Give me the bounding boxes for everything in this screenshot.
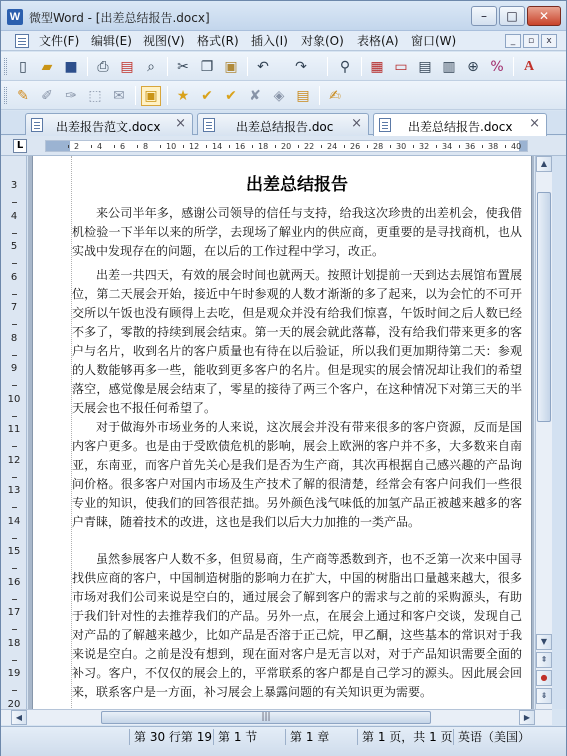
scroll-left-button[interactable]: ◀: [11, 710, 27, 725]
ruler-number: 6: [120, 142, 126, 151]
toolbar-separator: [167, 57, 168, 76]
ruler-tick: [298, 145, 299, 148]
columns-icon[interactable]: ▥: [442, 59, 456, 75]
open-folder-icon[interactable]: ▰: [41, 59, 53, 75]
review-toolbar: [1, 81, 566, 110]
vertical-ruler-number: 18: [7, 637, 21, 649]
window-title: 微型Word - [出差总结报告.docx]: [29, 11, 210, 25]
ruler-number: 14: [212, 142, 223, 151]
title-bar[interactable]: [1, 1, 566, 31]
document-tab-bar: [1, 111, 566, 135]
new-document-icon[interactable]: ▯: [19, 59, 27, 75]
ruler-tick: [206, 145, 207, 148]
vertical-ruler-number: 14: [7, 515, 21, 527]
ruler-tick: [91, 145, 92, 148]
toolbar-separator: [361, 57, 362, 76]
toolbar-separator: [513, 57, 514, 76]
toolbar-separator: [167, 86, 168, 105]
paragraph[interactable]: 虽然参展客户人数不多，但贸易商，生产商等悉数到齐，也不乏第一次来中国寻找供应商的客户，中国制造树脂的影响力在扩大，中国的树脂出口量越来越大，很多市场对我们公司来说是空白的，通过展会了解到客户的需求与之前的采购源头，有助于我们针对性的去推荐我们的产品。另外一点，在展会上通过和客户交谈，发现自己对产品的了解越来越少，比如产品是否溶于正己烷，甲乙酮，这些基本的常识对于我来说是空白。之前是没有想到，现在面对客户是无言以对，对于产品知识需要全面的补习。客户，不仅仅的展会上的，平常联系的客户都是自己学习的源头。因此展会回来，联系客户是一方面，补习展会上暴露问题的有关知识更为需要。: [72, 552, 522, 699]
ruler-tick: [160, 145, 161, 148]
eraser-icon[interactable]: ✑: [65, 88, 77, 104]
vertical-ruler-number: 6: [10, 271, 18, 283]
ruler-number: 34: [442, 142, 453, 151]
vertical-ruler-number: 13: [7, 485, 21, 496]
copy-icon[interactable]: ❐: [200, 59, 214, 75]
ruler-number: 22: [304, 142, 315, 151]
ruler-number: 38: [488, 142, 499, 151]
document-area[interactable]: [28, 156, 534, 709]
status-section: 第 1 节: [213, 729, 257, 745]
pdf-export-icon[interactable]: ▤: [120, 59, 134, 75]
vertical-ruler-number: 7: [10, 302, 18, 313]
ruler-number: 8: [143, 142, 149, 151]
ruler-number: 40: [511, 142, 522, 151]
vertical-ruler-number: 10: [7, 393, 21, 405]
vertical-ruler-number: 9: [10, 363, 18, 374]
ruler-number: 16: [235, 142, 246, 151]
vertical-scrollbar[interactable]: [535, 156, 552, 709]
ruler-number: 36: [465, 142, 476, 151]
vertical-ruler-tick: [12, 416, 17, 417]
standard-toolbar: [1, 52, 566, 81]
toolbar-separator: [327, 57, 328, 76]
toolbar-separator: [135, 86, 136, 105]
ruler-tick: [114, 145, 115, 148]
ruler-number: 10: [166, 142, 177, 151]
vertical-ruler-number: 15: [7, 546, 21, 557]
vertical-ruler-tick: [12, 690, 17, 691]
ruler-tick: [137, 145, 138, 148]
menu-insert[interactable]: 插入(I): [251, 34, 288, 48]
select-objects-icon[interactable]: ⬚: [88, 88, 102, 104]
vertical-ruler-number: 4: [10, 210, 18, 222]
vertical-ruler-tick: [12, 324, 17, 325]
vertical-ruler-tick: [12, 538, 17, 539]
mdi-close-button[interactable]: x: [541, 34, 557, 48]
paste-icon[interactable]: ▣: [224, 59, 238, 75]
scroll-down-button[interactable]: ▼: [536, 634, 552, 650]
notes-icon[interactable]: ▤: [296, 88, 310, 104]
vertical-ruler[interactable]: [1, 156, 27, 709]
special-char-icon[interactable]: %: [490, 59, 504, 75]
ruler-strip[interactable]: [45, 140, 528, 152]
document-title[interactable]: 出差总结报告: [246, 175, 348, 195]
ruler-number: 18: [258, 142, 269, 151]
ruler-tick: [344, 145, 345, 148]
menu-edit[interactable]: 编辑(E): [91, 34, 132, 48]
vertical-ruler-number: 20: [7, 698, 21, 710]
paragraph[interactable]: 出差一共四天，有效的展会时间也就两天。按照计划提前一天到达去展馆布置展位，第二天展会开始，接近中午时参观的人数才渐渐的多了起来，以为会忙的不可开交所以午饭也没有顾得上去吃，但是观众并没有给我们惊喜，午饭时间之后人数已经不多了，零散的持续到展会结束。第一天的展会就此落幕，没有给我们带来更多的客户与名片，收到名片的客户质量也有待在以后验证，所以我们更加期待第二天：参观的人数能够再多一些，能收到更多客户的名片。但是现实的展会情况却让我们的希望落空，感觉像是展会结束了，零星的接待了两三个客户，在这种情况下对第三天的半天展会也不报任何希望了。: [72, 268, 522, 415]
menu-object[interactable]: 对象(O): [301, 34, 344, 48]
tab-document-3-active[interactable]: [373, 113, 547, 136]
status-page-count: 第 1 页，共 1 页: [357, 729, 453, 745]
left-margin-marker: [46, 141, 70, 151]
vertical-ruler-tick: [12, 477, 17, 478]
vertical-ruler-tick: [12, 385, 17, 386]
document-check-icon[interactable]: ✍: [329, 88, 341, 104]
vertical-ruler-number: 5: [10, 241, 18, 252]
paragraph[interactable]: 对于做海外市场业务的人来说，这次展会并没有带来很多的客户资源，反而是国内客户更多。也是由于受欧债危机的影响，展会上欧洲的客户并不多，大多数来自南亚，东南亚，而客户首先关心是我们是否为生产商，其次再根据自己感兴趣的产品询问价格。很多客户对国内市场及生产技术了解的很清楚，经常会有客户问我们一些很专业的知识，使我们的回答很茫拙。另外颜色浅气味低的加氢产品正被越来越多的客户青睐，随着技术的改进，这也是我们以后大力加推的一类产品。: [72, 420, 522, 529]
ruler-tick: [321, 145, 322, 148]
print-preview-icon[interactable]: ⌕: [147, 59, 155, 75]
menu-table[interactable]: 表格(A): [357, 34, 399, 48]
toolbar-separator: [87, 57, 88, 76]
accept-change-icon[interactable]: ✔: [225, 88, 237, 104]
tab-document-1[interactable]: [25, 113, 193, 135]
vertical-ruler-number: 16: [7, 576, 21, 588]
word-app-icon[interactable]: W: [7, 9, 23, 25]
edit-doc-icon[interactable]: ✎: [17, 88, 29, 104]
previous-page-button[interactable]: ⇞: [536, 652, 552, 668]
horizontal-scroll-thumb[interactable]: |||: [101, 711, 431, 724]
word-document-icon: [31, 118, 43, 132]
maximize-button[interactable]: □: [499, 6, 525, 26]
toolbar-separator: [247, 57, 248, 76]
comment-icon[interactable]: ✉: [113, 88, 125, 104]
vertical-ruler-tick: [12, 294, 17, 295]
vertical-ruler-tick: [12, 233, 17, 234]
redo-icon[interactable]: ↷: [295, 59, 307, 75]
vertical-ruler-tick: [12, 507, 17, 508]
tab-stop-selector[interactable]: L: [13, 139, 27, 153]
ruler-tick: [252, 145, 253, 148]
vertical-ruler-tick: [12, 629, 17, 630]
ruler-number: 2: [74, 142, 80, 151]
status-language[interactable]: 英语（美国）: [453, 729, 530, 745]
tab-close-icon[interactable]: ×: [529, 116, 540, 131]
status-cursor-position: 第 30 行第 19: [129, 729, 212, 745]
reject-change-icon[interactable]: ✘: [249, 88, 261, 104]
word-document-icon: [379, 118, 391, 132]
tab-close-icon[interactable]: ×: [175, 116, 186, 131]
ruler-number: 28: [373, 142, 384, 151]
menu-window[interactable]: 窗口(W): [411, 34, 457, 48]
vertical-ruler-number: 17: [7, 607, 21, 618]
edit-pen-icon[interactable]: ✐: [41, 88, 53, 104]
minimize-button[interactable]: –: [471, 6, 497, 26]
ruler-number: 4: [97, 142, 103, 151]
document-page[interactable]: [32, 156, 532, 709]
save-icon[interactable]: ■: [64, 59, 78, 75]
document-menu-icon[interactable]: [15, 34, 29, 48]
vertical-ruler-tick: [12, 202, 17, 203]
vertical-ruler-number: 11: [7, 424, 21, 435]
vertical-ruler-tick: [12, 263, 17, 264]
ruler-number: 32: [419, 142, 430, 151]
vertical-scroll-thumb[interactable]: [537, 192, 551, 422]
tab-label: 出差总结报告.docx: [408, 120, 513, 134]
scroll-right-button[interactable]: ▶: [519, 710, 535, 725]
print-icon[interactable]: ⎙: [97, 59, 109, 75]
ruler-number: 26: [350, 142, 361, 151]
ruler-tick: [390, 145, 391, 148]
horizontal-ruler[interactable]: [1, 136, 566, 156]
ruler-number: 30: [396, 142, 407, 151]
vertical-ruler-tick: [12, 660, 17, 661]
highlight-star-icon[interactable]: ★: [176, 88, 190, 104]
horizontal-scrollbar[interactable]: [1, 709, 552, 725]
mdi-restore-button[interactable]: ▫: [523, 34, 539, 48]
toolbar-grip[interactable]: [4, 87, 7, 104]
vertical-ruler-number: 3: [10, 180, 18, 191]
cut-icon[interactable]: ✂: [177, 59, 189, 75]
ruler-tick: [68, 145, 69, 148]
vertical-ruler-tick: [12, 446, 17, 447]
menu-view[interactable]: 视图(V): [143, 34, 185, 48]
tab-label: 出差报告范文.docx: [56, 120, 161, 134]
scroll-up-button[interactable]: ▲: [536, 156, 552, 172]
tab-close-icon[interactable]: ×: [351, 116, 362, 131]
ruler-number: 24: [327, 142, 338, 151]
ruler-number: 20: [281, 142, 292, 151]
menu-bar: [1, 31, 566, 51]
insert-field-icon[interactable]: ▭: [394, 59, 408, 75]
vertical-ruler-number: 8: [10, 332, 18, 344]
ruler-tick: [505, 145, 506, 148]
ruler-tick: [459, 145, 460, 148]
undo-icon[interactable]: ↶: [257, 59, 269, 75]
next-page-button[interactable]: ⇟: [536, 688, 552, 704]
status-chapter: 第 1 章: [285, 729, 329, 745]
ruler-tick: [229, 145, 230, 148]
tab-document-2[interactable]: [197, 113, 369, 135]
ruler-tick: [436, 145, 437, 148]
font-color-icon[interactable]: A: [523, 59, 535, 74]
page-layout-icon[interactable]: ▤: [418, 59, 432, 75]
tab-label: 出差总结报告.doc: [236, 120, 334, 134]
text-body[interactable]: [71, 156, 521, 709]
menu-file[interactable]: 文件(F): [39, 34, 80, 48]
clipboard-icon[interactable]: ▣: [141, 86, 161, 106]
toolbar-separator: [319, 86, 320, 105]
ruler-tick: [275, 145, 276, 148]
menu-format[interactable]: 格式(R): [197, 34, 239, 48]
browse-object-button[interactable]: ●: [536, 670, 552, 686]
ruler-tick: [183, 145, 184, 148]
review-pane-icon[interactable]: ◈: [273, 88, 285, 104]
vertical-ruler-tick: [12, 599, 17, 600]
zoom-icon[interactable]: ⊕: [467, 59, 479, 75]
ruler-number: 12: [189, 142, 200, 151]
toolbar-grip[interactable]: [4, 58, 7, 75]
vertical-ruler-tick: [12, 355, 17, 356]
ruler-tick: [367, 145, 368, 148]
vertical-ruler-number: 19: [7, 668, 21, 679]
paragraph[interactable]: 来公司半年多，感谢公司领导的信任与支持，给我这次珍贵的出差机会，使我借机检验一下半年以来的所学，去现场了解业内的供应商，更重要的是寻找商机，也从实战中发现存在的问题，在以后的工作过程中学习，改正。: [72, 206, 522, 258]
status-bar: [1, 726, 566, 756]
close-button[interactable]: ✕: [527, 6, 561, 26]
word-document-icon: [203, 118, 215, 132]
vertical-ruler-tick: [12, 568, 17, 569]
ruler-tick: [482, 145, 483, 148]
vertical-ruler-number: 12: [7, 454, 21, 466]
right-gutter: [552, 156, 566, 709]
ruler-tick: [413, 145, 414, 148]
insert-table-icon[interactable]: ▦: [370, 59, 384, 75]
mdi-minimize-button[interactable]: _: [505, 34, 521, 48]
track-changes-icon[interactable]: ✔: [201, 88, 213, 104]
find-icon[interactable]: ⚲: [339, 59, 351, 75]
